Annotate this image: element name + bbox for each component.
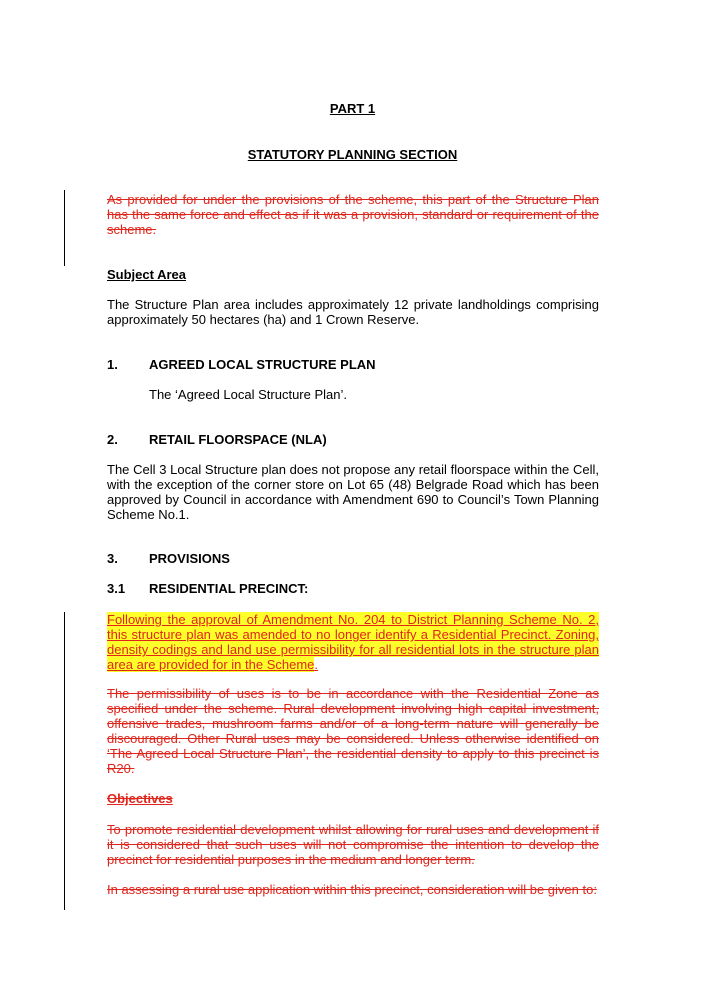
subject-area-heading: Subject Area [107, 267, 186, 282]
subject-area-paragraph: The Structure Plan area includes approximately 12 private landholdings comprising approximately 50 hectares (ha) and 1 Crown Reserve. [107, 297, 599, 327]
section-2-paragraph: The Cell 3 Local Structure plan does not propose any retail floorspace within the Cell, with the exception of the corner store on Lot 65 (48) Belgrade Road which has been approved by Council in accordance with Amendment 690 to Council’s Town Planning Scheme No.1. [107, 462, 599, 522]
section-2-heading: RETAIL FLOORSPACE (NLA) [149, 432, 327, 447]
section-3-heading: PROVISIONS [149, 551, 230, 566]
section-1-number: 1. [107, 357, 118, 372]
section-3-1-number: 3.1 [107, 581, 126, 596]
page-title: PART 1 [329, 101, 376, 116]
assessment-paragraph: In assessing a rural use application within this precinct, consideration will be given to: [107, 882, 597, 897]
inserted-amendment-text: Following the approval of Amendment No. 204 to District Planning Scheme No. 2, this structure plan was amended to no longer identify a Residential Precinct. Zoning, density codings and land use permissibility for all residential lots in the structure plan area are provided for in the Scheme [107, 612, 599, 672]
change-bar [64, 612, 65, 910]
objectives-heading: Objectives [107, 791, 173, 806]
inserted-amendment-end: . [314, 657, 319, 672]
section-3-1-heading: RESIDENTIAL PRECINCT: [149, 581, 309, 596]
section-3-number: 3. [107, 551, 118, 566]
deleted-permissibility-paragraph: The permissibility of uses is to be in accordance with the Residential Zone as specified under the scheme. Rural development involving high capital investment, offensive trades, mushroom farms and/or of a long-term nature will generally be discouraged. Other Rural uses may be considered. Unless otherwise identified on ‘The Agreed Local Structure Plan’, the residential density to apply to this precinct is R20. [107, 686, 599, 776]
objectives-paragraph: To promote residential development whilst allowing for rural uses and development if it is considered that such uses will not compromise the intention to develop the precinct for residential purposes in the medium and longer term. [107, 822, 599, 867]
deleted-intro-paragraph: As provided for under the provisions of the scheme, this part of the Structure Plan has the same force and effect as if it was a provision, standard or requirement of the scheme. [107, 192, 599, 237]
section-2-number: 2. [107, 432, 118, 447]
inserted-amendment-paragraph [107, 612, 599, 672]
section-1-heading: AGREED LOCAL STRUCTURE PLAN [149, 357, 376, 372]
section-title: STATUTORY PLANNING SECTION [247, 147, 458, 162]
change-bar [64, 190, 65, 266]
section-1-paragraph: The ‘Agreed Local Structure Plan’. [149, 387, 347, 402]
